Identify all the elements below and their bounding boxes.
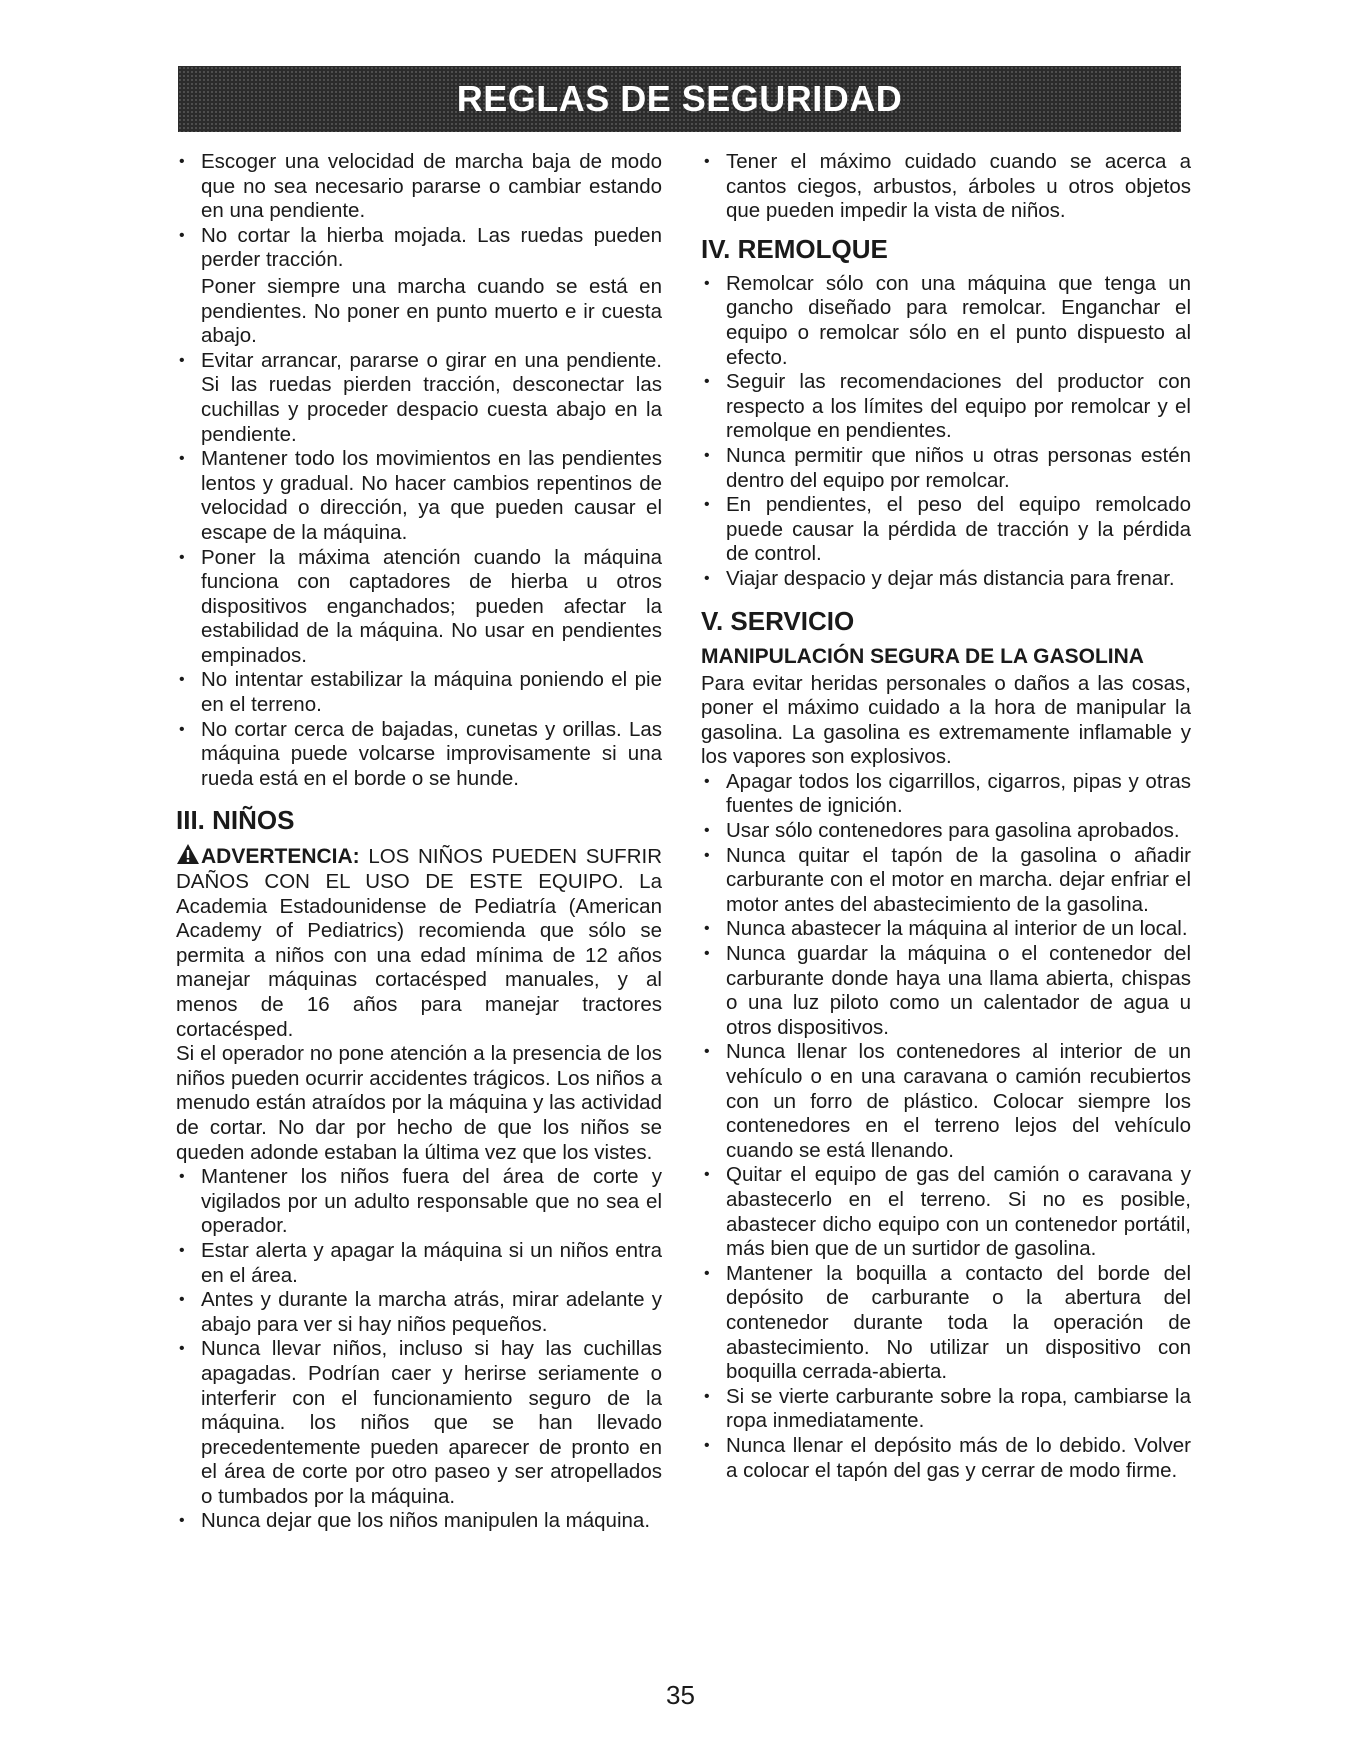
section-paragraph: Si el operador no pone atención a la presencia de los niños pueden ocurrir accidentes trágicos. Los niños a menudo están atraídos por la máquina y las actividad de cortar. No dar por hecho de que los niños se queden adonde estaban la última vez que los vistes. xyxy=(176,1042,662,1164)
section-paragraph: Para evitar heridas personales o daños a las cosas, poner el máximo cuidado a la hora de manipular la gasolina. La gasolina es extremamente inflamable y los vapores son explosivos. xyxy=(701,671,1191,769)
list-item: • Mantener los niños fuera del área de corte y vigilados por un adulto responsable que no sea el operador. xyxy=(179,1165,662,1238)
list-item-continuation: Poner siempre una marcha cuando se está en pendientes. No poner en punto muerto e ir cuesta abajo. xyxy=(201,274,662,348)
list-item: • Antes y durante la marcha atrás, mirar adelante y abajo para ver si hay niños pequeños. xyxy=(179,1288,662,1336)
list-item: • No cortar cerca de bajadas, cunetas y orillas. Las máquina puede volcarse improvisamente si una rueda está en el borde o se hunde. xyxy=(179,717,662,790)
bullet-icon: • xyxy=(179,1340,185,1358)
bullet-icon: • xyxy=(179,671,185,689)
list-item: • Estar alerta y apagar la máquina si un niños entra en el área. xyxy=(179,1238,662,1287)
subheading-gasolina: MANIPULACIÓN SEGURA DE LA GASOLINA xyxy=(701,644,1144,668)
page-number: 35 xyxy=(666,1680,695,1710)
list-item: • No intentar estabilizar la máquina poniendo el pie en el terreno. xyxy=(179,668,662,717)
section-heading-servicio: V. SERVICIO xyxy=(701,605,855,636)
header-banner xyxy=(178,66,1181,132)
bullet-icon: • xyxy=(179,351,185,369)
list-item: • Nunca dejar que los niños manipulen la máquina. xyxy=(179,1509,651,1533)
bullet-icon: • xyxy=(704,920,710,938)
warning-text: LOS NIÑOS PUEDEN SUFRIR DAÑOS CON EL USO DE ESTE EQUIPO. La Academia Estadounidense de Pediatría (American Academy of Pediatrics) recomienda que sólo se permita a niños con una edad mínima de 12 años manejar máquinas cortacésped manuales, y al menos de 16 años para manejar tractores cortacésped. xyxy=(176,845,662,1041)
bullet-icon: • xyxy=(179,1291,185,1309)
bullet-icon: • xyxy=(179,226,185,244)
list-item: • Usar sólo contenedores para gasolina aprobados. xyxy=(704,819,1180,843)
warning-icon xyxy=(176,843,200,865)
list-item: • Nunca abastecer la máquina al interior de un local. xyxy=(704,917,1188,941)
bullet-icon: • xyxy=(704,373,710,391)
list-item: • Mantener la boquilla a contacto del borde del depósito de carburante o la abertura del contenedor durante toda la operación de abastecimiento. No utilizar un dispositivo con boquilla cerrada-abierta. xyxy=(704,1261,1191,1384)
list-item: • Seguir las recomendaciones del productor con respecto a los límites del equipo por remolcar y el remolque en pendientes. xyxy=(704,370,1191,443)
list-item: • Poner la máxima atención cuando la máquina funciona con captadores de hierba u otros dispositivos enganchados; pueden afectar la estabilidad de la máquina. No usar en pendientes empinados. xyxy=(179,545,662,667)
bullet-icon: • xyxy=(704,569,710,587)
right-column xyxy=(701,150,1191,1483)
bullet-icon: • xyxy=(704,496,710,514)
bullet-icon: • xyxy=(179,1168,185,1186)
bullet-icon: • xyxy=(179,153,185,170)
bullet-icon: • xyxy=(179,1512,185,1530)
bullet-icon: • xyxy=(179,1241,185,1259)
bullet-icon: • xyxy=(704,1043,710,1061)
list-item: • Nunca permitir que niños u otras personas estén dentro del equipo por remolcar. xyxy=(704,443,1191,492)
list-item: • Si se vierte carburante sobre la ropa, cambiarse la ropa inmediatamente. xyxy=(704,1384,1191,1433)
list-item: • Nunca quitar el tapón de la gasolina o añadir carburante con el motor en marcha. dejar enfriar el motor antes del abastecimiento de la gasolina. xyxy=(704,843,1191,916)
section-heading-ninos: III. NIÑOS xyxy=(176,805,295,836)
bullet-icon: • xyxy=(704,1436,710,1454)
bullet-icon: • xyxy=(704,822,710,840)
bullet-icon: • xyxy=(179,450,185,468)
list-item: • Mantener todo los movimientos en las pendientes lentos y gradual. No hacer cambios repentinos de velocidad o dirección, ya que pueden causar el escape de la máquina. xyxy=(179,447,662,544)
bullet-icon: • xyxy=(704,446,710,464)
warning-label: ADVERTENCIA: xyxy=(201,845,360,869)
list-item: • Remolcar sólo con una máquina que tenga un gancho diseñado para remolcar. Enganchar el equipo o remolcar sólo en el punto dispuesto al efecto. xyxy=(704,271,1191,369)
list-item: • En pendientes, el peso del equipo remolcado puede causar la pérdida de tracción y la pérdida de control. xyxy=(704,493,1191,566)
list-item: • Nunca llenar el depósito más de lo debido. Volver a colocar el tapón del gas y cerrar de modo firme. xyxy=(704,1433,1191,1482)
list-item: • Nunca guardar la máquina o el contenedor del carburante donde haya una llama abierta, chispas o una luz piloto como un calentador de agua u otros dispositivos. xyxy=(704,942,1191,1039)
list-item: • Tener el máximo cuidado cuando se acerca a cantos ciegos, arbustos, árboles u otros objetos que pueden impedir la vista de niños. xyxy=(704,150,1191,223)
bullet-icon: • xyxy=(704,772,710,790)
warning-paragraph xyxy=(176,843,662,1042)
left-column xyxy=(176,150,662,1534)
bullet-icon: • xyxy=(704,945,710,963)
list-item: • Evitar arrancar, pararse o girar en una pendiente. Si las ruedas pierden tracción, desconectar las cuchillas y proceder despacio cuesta abajo en la pendiente. xyxy=(179,348,662,446)
list-item: • Viajar despacio y dejar más distancia para frenar. xyxy=(704,566,1175,590)
bullet-icon: • xyxy=(704,1387,710,1405)
bullet-icon: • xyxy=(179,720,185,738)
bullet-icon: • xyxy=(179,548,185,566)
bullet-icon: • xyxy=(704,846,710,864)
bullet-icon: • xyxy=(704,153,710,170)
page-title: REGLAS DE SEGURIDAD xyxy=(456,78,903,119)
bullet-icon: • xyxy=(704,1166,710,1184)
bullet-icon: • xyxy=(704,274,710,292)
bullet-icon: • xyxy=(704,1264,710,1282)
list-item: • Nunca llenar los contenedores al interior de un vehículo o en una caravana o camión recubiertos con un forro de plástico. Colocar siempre los contenedores en el terreno lejos del vehículo cuando se está llenando. xyxy=(704,1040,1191,1162)
list-item: • Quitar el equipo de gas del camión o caravana y abastecerlo en el terreno. Si no es posible, abastecer dicho equipo con un contenedor portátil, más bien que de un surtidor de gasolina. xyxy=(704,1163,1191,1261)
list-item: • Apagar todos los cigarrillos, cigarros, pipas y otras fuentes de ignición. xyxy=(704,769,1191,818)
section-heading-remolque: IV. REMOLQUE xyxy=(701,233,888,264)
list-item: • Escoger una velocidad de marcha baja de modo que no sea necesario pararse o cambiar estando en una pendiente. xyxy=(179,150,662,223)
list-item: • Nunca llevar niños, incluso si hay las cuchillas apagadas. Podrían caer y herirse seriamente o interferir con el funcionamiento seguro de la máquina. los niños que se han llevado precedentemente pueden aparecer de pronto en el área de corte por otro paseo y ser atropellados o tumbados por la máquina. xyxy=(179,1337,662,1508)
list-item: • No cortar la hierba mojada. Las ruedas pueden perder tracción. xyxy=(179,223,662,272)
